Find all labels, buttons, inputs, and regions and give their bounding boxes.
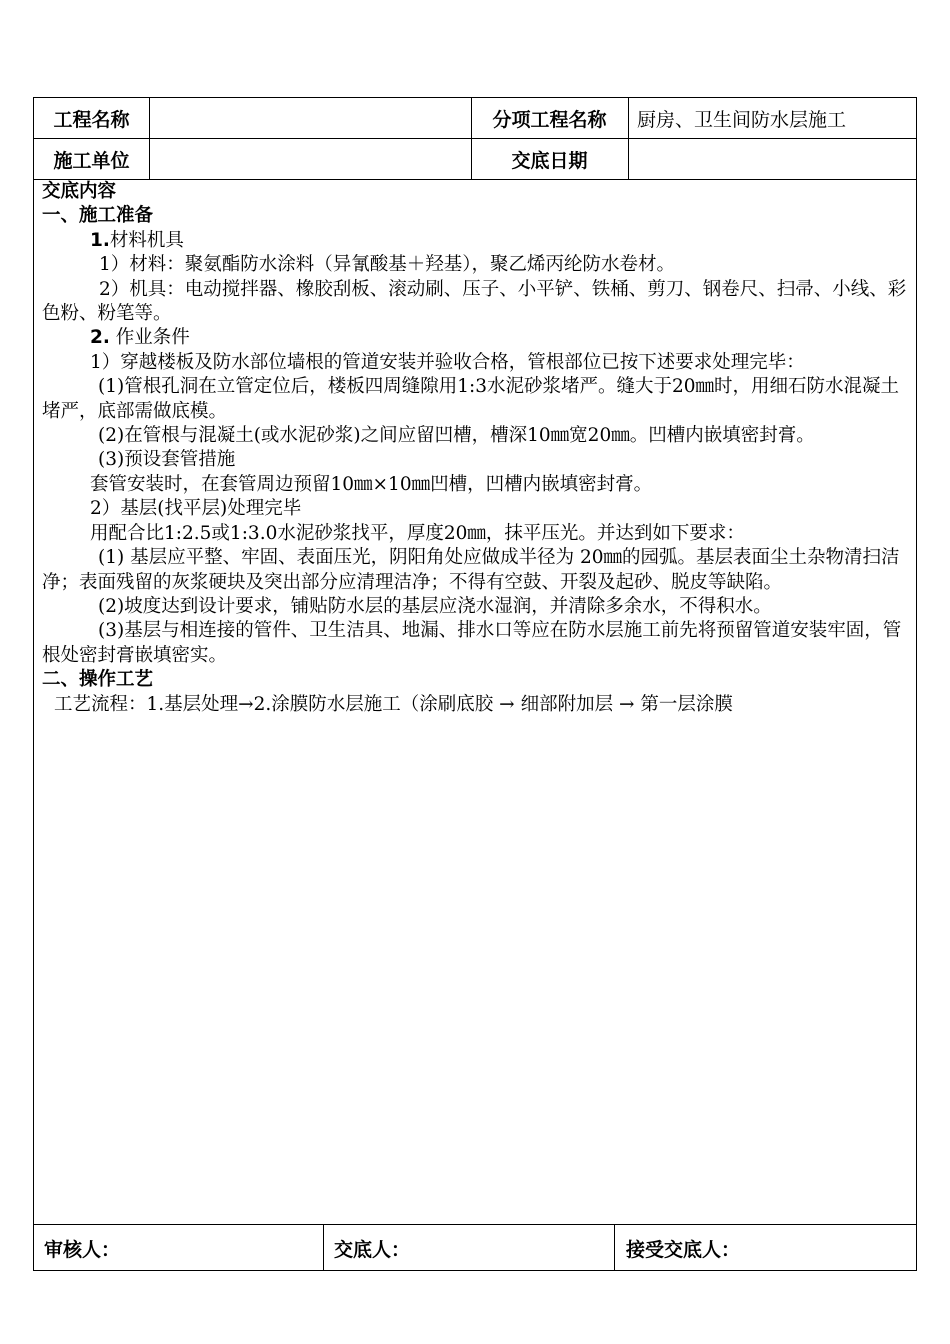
footer-top-border <box>34 1224 916 1225</box>
slope-paragraph: (2)坡度达到设计要求，铺贴防水层的基层应浇水湿润，并清除多余水，不得积水。 <box>98 595 772 617</box>
handover-content <box>42 180 908 717</box>
sleeve-measures-paragraph: (3)预设套管措施 <box>98 449 236 471</box>
reviewer-label: 审核人： <box>44 1238 121 1261</box>
sub-project-value: 厨房、卫生间防水层施工 <box>637 108 847 131</box>
project-name-label: 工程名称 <box>53 108 130 131</box>
pipe-hole-paragraph: (1)管根孔洞在立管定位后，楼板四周缝隙用1:3水泥砂浆堵严。缝大于20㎜时，用细石防水混凝土堵严，底部需做底模。 <box>42 376 900 422</box>
sleeve-install-paragraph: 套管安装时，在套管周边预留10㎜×10㎜凹槽，凹槽内嵌填密封膏。 <box>90 473 653 495</box>
handover-form <box>33 97 917 1271</box>
section-1-title: 一、施工准备 <box>42 205 154 227</box>
presenter-label: 交底人： <box>334 1238 411 1261</box>
construction-unit-label: 施工单位 <box>53 149 130 172</box>
leveling-paragraph: 用配合比1:2.5或1:3.0水泥砂浆找平，厚度20㎜，抹平压光。并达到如下要求： <box>90 522 745 544</box>
process-flow-paragraph: 工艺流程：1.基层处理→2.涂膜防水层施工（涂刷底胶 → 细部附加层 → 第一层涂膜 <box>54 693 733 715</box>
subsection-number: 1. <box>90 229 110 251</box>
content-title: 交底内容 <box>42 181 117 202</box>
section-2-title: 二、操作工艺 <box>42 669 154 691</box>
pipe-fittings-paragraph: (3)基层与相连接的管件、卫生洁具、地漏、排水口等应在防水层施工前先将预留管道安装牢固，管根处密封膏嵌填密实。 <box>42 620 902 666</box>
handover-date-value <box>628 139 916 179</box>
footer-col-divider-2 <box>614 1224 615 1270</box>
sub-project-label: 分项工程名称 <box>492 108 607 131</box>
groove-paragraph: (2)在管根与混凝土(或水泥砂浆)之间应留凹槽，槽深10㎜宽20㎜。凹槽内嵌填密封膏。 <box>98 425 815 447</box>
subsection-materials-tools <box>42 229 908 253</box>
subsection-number: 2. <box>90 327 110 349</box>
receiver-label: 接受交底人： <box>626 1238 741 1261</box>
construction-unit-value <box>149 139 471 179</box>
materials-paragraph: 1）材料：聚氨酯防水涂料（异氰酸基＋羟基），聚乙烯丙纶防水卷材。 <box>99 254 676 276</box>
project-name-value <box>149 98 471 138</box>
tools-paragraph: 2）机具：电动搅拌器、橡胶刮板、滚动刷、压子、小平铲、铁桶、剪刀、钢卷尺、扫帚、小线、彩色粉、粉笔等。 <box>42 278 907 325</box>
subsection-title: 材料机具 <box>109 229 184 251</box>
base-layer-paragraph: 2）基层(找平层)处理完毕 <box>90 498 302 520</box>
handover-date-label: 交底日期 <box>511 149 588 172</box>
subsection-title: 作业条件 <box>109 327 190 349</box>
base-requirements-paragraph: (1) 基层应平整、牢固、表面压光，阴阳角处应做成半径为 20㎜的园弧。基层表面尘土杂物清扫洁净；表面残留的灰浆硬块及突出部分应清理洁净；不得有空鼓、开裂及起砂、脱皮等缺陷。 <box>42 547 900 593</box>
subsection-work-conditions <box>42 326 908 350</box>
pipe-installation-paragraph: 1）穿越楼板及防水部位墙根的管道安装并验收合格，管根部位已按下述要求处理完毕： <box>90 351 805 373</box>
footer-col-divider-1 <box>323 1224 324 1270</box>
